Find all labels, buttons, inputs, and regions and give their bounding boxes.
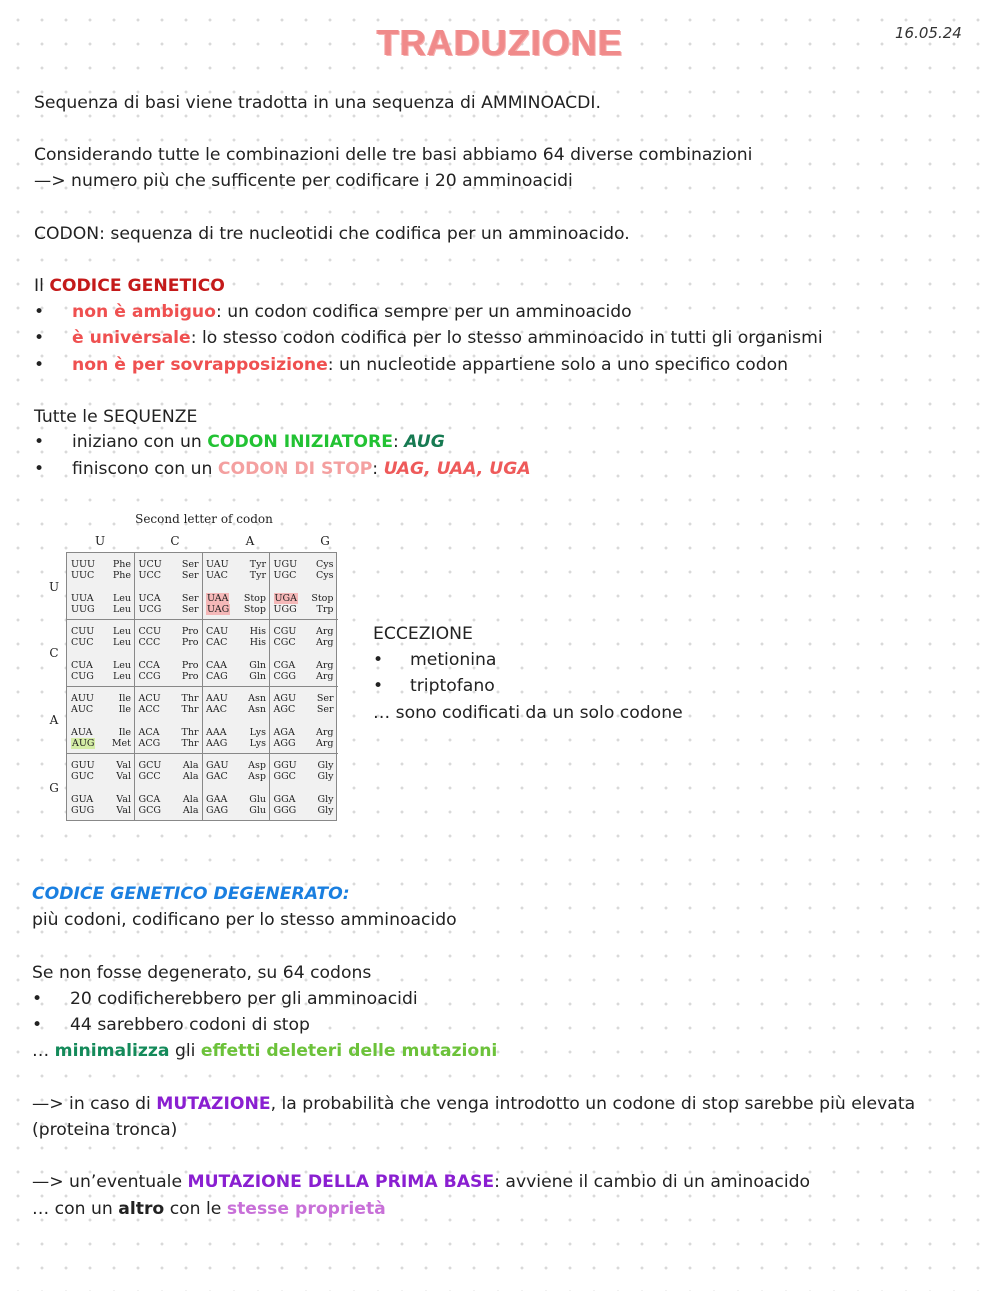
amino-acid-label: Cys bbox=[315, 559, 334, 570]
start-sep: : bbox=[393, 432, 405, 452]
codon-code: CUU bbox=[71, 626, 95, 637]
codon-cell bbox=[135, 754, 203, 821]
start-codon-term: CODON INIZIATORE bbox=[207, 432, 393, 452]
amino-acid-label: Lys bbox=[249, 738, 266, 749]
codon-entry bbox=[206, 760, 266, 771]
stop-prefix: finiscono con un bbox=[72, 459, 218, 479]
amino-acid-label: Leu bbox=[112, 637, 131, 648]
amino-acid-label: Ser bbox=[181, 593, 199, 604]
degenerato-line-2: Se non fosse degenerato, su 64 codons bbox=[32, 963, 372, 983]
codon-cell bbox=[270, 553, 338, 620]
codon-entry bbox=[71, 704, 131, 715]
codon-code: CAG bbox=[206, 671, 228, 682]
codon-code: GGG bbox=[273, 805, 297, 816]
codon-entry bbox=[274, 794, 334, 805]
codice-desc: : lo stesso codon codifica per lo stesso amminoacido in tutti gli organismi bbox=[190, 328, 823, 348]
codon-code: UAG bbox=[207, 604, 230, 615]
codon-code: UCA bbox=[138, 593, 161, 604]
codon-entry bbox=[71, 559, 131, 570]
amino-acid-label: Val bbox=[116, 805, 131, 816]
page-title: TRADUZIONE bbox=[377, 22, 623, 63]
amino-acid-label: Ile bbox=[118, 693, 131, 704]
codon-entry bbox=[274, 760, 334, 771]
amino-acid-label: Thr bbox=[181, 693, 199, 704]
amino-acid-label: Pro bbox=[181, 671, 199, 682]
codon-code: UUA bbox=[71, 593, 94, 604]
bullet-icon: • bbox=[34, 459, 45, 479]
codon-code: CAC bbox=[206, 637, 228, 648]
codon-entry bbox=[139, 570, 199, 581]
amino-acid-label: Tyr bbox=[249, 559, 266, 570]
start-prefix: iniziano con un bbox=[72, 432, 208, 452]
prima-base-term: MUTAZIONE DELLA PRIMA BASE bbox=[187, 1172, 495, 1192]
codon-code: AAG bbox=[206, 738, 228, 749]
amino-acid-label: Thr bbox=[181, 704, 199, 715]
codon-entry bbox=[71, 660, 131, 671]
codon-code: UUU bbox=[71, 559, 96, 570]
bullet-icon: • bbox=[34, 328, 45, 348]
codon-entry bbox=[206, 693, 266, 704]
degenerato-item-label: 20 codificherebbero per gli amminoacidi bbox=[70, 989, 418, 1009]
codon-entry bbox=[139, 637, 199, 648]
amino-acid-label: Ser bbox=[316, 693, 334, 704]
minimalizza-line bbox=[32, 1038, 497, 1064]
codon-cell bbox=[67, 754, 135, 821]
codon-cell bbox=[67, 620, 135, 687]
codon-code: CUA bbox=[71, 660, 93, 671]
amino-acid-label: His bbox=[249, 637, 266, 648]
amino-acid-label: Thr bbox=[181, 738, 199, 749]
amino-acid-label: Leu bbox=[112, 604, 131, 615]
amino-acid-label: Tyr bbox=[249, 570, 266, 581]
amino-acid-label: Met bbox=[111, 738, 131, 749]
amino-acid-label: Ser bbox=[181, 559, 199, 570]
amino-acid-label: Pro bbox=[181, 660, 199, 671]
codon-entry bbox=[71, 593, 131, 604]
codon-cell bbox=[135, 687, 203, 754]
codon-code: CAU bbox=[206, 626, 229, 637]
codon-entry bbox=[206, 727, 266, 738]
codon-cell bbox=[270, 754, 338, 821]
eccezione-item-label: metionina bbox=[410, 650, 497, 670]
codon-code: AAA bbox=[206, 727, 227, 738]
codon-code: AUU bbox=[71, 693, 94, 704]
codon-entry bbox=[139, 704, 199, 715]
codon-cell bbox=[202, 553, 270, 620]
codice-term: è universale bbox=[72, 328, 191, 348]
amino-acid-label: Asp bbox=[248, 771, 266, 782]
codon-entry bbox=[139, 604, 199, 615]
amino-acid-label: Glu bbox=[249, 794, 266, 805]
amino-acid-label: Gln bbox=[249, 660, 266, 671]
codon-code: CCG bbox=[138, 671, 161, 682]
codice-desc: : un nucleotide appartiene solo a uno specifico codon bbox=[327, 355, 789, 375]
codon-code: GUU bbox=[71, 760, 95, 771]
amino-acid-label: Leu bbox=[112, 593, 131, 604]
codon-code: CGU bbox=[273, 626, 297, 637]
codon-entry bbox=[274, 626, 334, 637]
codon-entry bbox=[206, 570, 266, 581]
bullet-icon: • bbox=[373, 676, 384, 696]
amino-acid-label: Asn bbox=[248, 693, 266, 704]
amino-acid-label: Ser bbox=[181, 604, 199, 615]
eccezione-footer: … sono codificati da un solo codone bbox=[373, 703, 683, 723]
amino-acid-label: Leu bbox=[112, 660, 131, 671]
codon-entry bbox=[71, 626, 131, 637]
amino-acid-label: Trp bbox=[316, 604, 334, 615]
codon-code: CCC bbox=[138, 637, 161, 648]
codon-code: UGG bbox=[273, 604, 297, 615]
gli-word: gli bbox=[169, 1041, 201, 1061]
codon-entry bbox=[139, 626, 199, 637]
amino-acid-label: Arg bbox=[316, 727, 334, 738]
mutazione-line-2: (proteina tronca) bbox=[32, 1120, 178, 1140]
codon-entry bbox=[139, 738, 199, 749]
codon-entry bbox=[206, 805, 266, 816]
codon-entry bbox=[274, 805, 334, 816]
amino-acid-label: Ala bbox=[182, 805, 199, 816]
amino-acid-label: Gly bbox=[317, 805, 334, 816]
codon-code: GGC bbox=[273, 771, 296, 782]
degenerato-line-1: più codoni, codificano per lo stesso amminoacido bbox=[32, 910, 457, 930]
codon-table bbox=[44, 510, 344, 826]
codice-prefix: Il bbox=[34, 276, 50, 296]
amino-acid-label: Leu bbox=[112, 671, 131, 682]
codon-entry bbox=[206, 704, 266, 715]
codon-code: UCG bbox=[138, 604, 162, 615]
codon-code: AGC bbox=[273, 704, 296, 715]
codon-code: UCU bbox=[138, 559, 162, 570]
codice-heading bbox=[34, 273, 225, 299]
codon-entry bbox=[139, 593, 199, 604]
date-label: 16.05.24 bbox=[895, 24, 962, 42]
amino-acid-label: Arg bbox=[316, 738, 334, 749]
codon-code: AUG bbox=[72, 738, 95, 749]
codon-code: CUG bbox=[71, 671, 94, 682]
codon-cell bbox=[67, 553, 135, 620]
bullet-icon: • bbox=[32, 989, 43, 1009]
codon-entry bbox=[274, 704, 334, 715]
amino-acid-label: Lys bbox=[249, 727, 266, 738]
codon-code: CCU bbox=[138, 626, 162, 637]
codon-cell bbox=[270, 687, 338, 754]
codon-code: ACU bbox=[138, 693, 161, 704]
amino-acid-label: Arg bbox=[316, 626, 334, 637]
codon-code: CCA bbox=[138, 660, 160, 671]
bullet-icon: • bbox=[34, 432, 45, 452]
codon-code: CUC bbox=[71, 637, 94, 648]
amino-acid-label: Gly bbox=[317, 760, 334, 771]
codon-code: AUA bbox=[71, 727, 93, 738]
codon-entry bbox=[71, 805, 131, 816]
codon-entry bbox=[274, 593, 334, 604]
codon-code: AGA bbox=[273, 727, 295, 738]
stesse-term: stesse proprietà bbox=[226, 1199, 386, 1219]
mutazione-term: MUTAZIONE bbox=[156, 1094, 271, 1114]
intro-line-1: Sequenza di basi viene tradotta in una sequenza di AMMINOACDI. bbox=[34, 93, 601, 113]
codon-entry bbox=[71, 738, 131, 749]
codon-code: GGU bbox=[273, 760, 297, 771]
codon-entry bbox=[206, 604, 266, 615]
codon-entry bbox=[71, 693, 131, 704]
bullet-icon: • bbox=[373, 650, 384, 670]
codon-code: UUC bbox=[71, 570, 95, 581]
amino-acid-label: Gln bbox=[249, 671, 266, 682]
codon-code: GUC bbox=[71, 771, 94, 782]
col-letter-u: U bbox=[94, 534, 106, 548]
codon-entry bbox=[139, 760, 199, 771]
row-letter-g: G bbox=[49, 781, 59, 795]
amino-acid-label: Gly bbox=[317, 794, 334, 805]
minimalizza-term: minimalizza bbox=[54, 1041, 170, 1061]
codon-entry bbox=[206, 626, 266, 637]
stop-codon-values: UAG, UAA, UGA bbox=[383, 459, 531, 479]
codon-cell bbox=[202, 620, 270, 687]
codon-code: GCC bbox=[138, 771, 161, 782]
codon-code: UAA bbox=[207, 593, 229, 604]
codon-entry bbox=[274, 604, 334, 615]
codon-code: GAA bbox=[206, 794, 228, 805]
codon-code: AGG bbox=[273, 738, 296, 749]
degenerato-title: CODICE GENETICO DEGENERATO: bbox=[32, 884, 350, 904]
col-letter-c: C bbox=[170, 534, 180, 548]
mutazione-line-1 bbox=[32, 1091, 915, 1117]
codon-entry bbox=[274, 771, 334, 782]
arrow-prefix: —> un’eventuale bbox=[32, 1172, 188, 1192]
codon-cell bbox=[135, 620, 203, 687]
codon-entry bbox=[71, 771, 131, 782]
codon-entry bbox=[206, 559, 266, 570]
codon-entry bbox=[206, 771, 266, 782]
codon-code: GAC bbox=[206, 771, 228, 782]
codon-entry bbox=[274, 693, 334, 704]
row-letter-u: U bbox=[48, 580, 60, 594]
codon-cell bbox=[202, 754, 270, 821]
prima-base-desc: : avviene il cambio di un aminoacido bbox=[494, 1172, 811, 1192]
codon-code: ACA bbox=[138, 727, 160, 738]
codon-entry bbox=[139, 805, 199, 816]
con-le-word: con le bbox=[164, 1199, 227, 1219]
amino-acid-label: Asn bbox=[248, 704, 266, 715]
codon-code: AGU bbox=[273, 693, 296, 704]
codon-code: UUG bbox=[71, 604, 95, 615]
codon-code: UAC bbox=[206, 570, 228, 581]
codon-entry bbox=[139, 727, 199, 738]
sequenze-heading: Tutte le SEQUENZE bbox=[34, 407, 198, 427]
codon-entry bbox=[274, 559, 334, 570]
codon-entry bbox=[274, 671, 334, 682]
codice-term: non è ambiguo bbox=[72, 302, 216, 322]
codon-code: UGA bbox=[274, 593, 297, 604]
codon-entry bbox=[71, 727, 131, 738]
codon-entry bbox=[274, 660, 334, 671]
codon-entry bbox=[206, 593, 266, 604]
codon-entry bbox=[139, 559, 199, 570]
amino-acid-label: Ser bbox=[316, 704, 334, 715]
codon-entry bbox=[274, 727, 334, 738]
codon-code: GUA bbox=[71, 794, 94, 805]
codon-entry bbox=[71, 794, 131, 805]
amino-acid-label: Arg bbox=[316, 637, 334, 648]
amino-acid-label: Phe bbox=[112, 570, 131, 581]
codon-cell bbox=[202, 687, 270, 754]
codice-title: CODICE GENETICO bbox=[49, 276, 225, 296]
amino-acid-label: Val bbox=[116, 794, 131, 805]
amino-acid-label: Stop bbox=[243, 593, 266, 604]
codon-entry bbox=[274, 570, 334, 581]
row-letter-c: C bbox=[49, 646, 59, 660]
col-letter-g: G bbox=[320, 534, 330, 548]
second-letter-header bbox=[66, 534, 338, 550]
ellipsis: … con un bbox=[32, 1199, 119, 1219]
amino-acid-label: Ile bbox=[118, 727, 131, 738]
codon-entry bbox=[206, 671, 266, 682]
amino-acid-label: Ser bbox=[181, 570, 199, 581]
codon-entry bbox=[206, 637, 266, 648]
codon-cell bbox=[270, 620, 338, 687]
codon-cell bbox=[67, 687, 135, 754]
amino-acid-label: His bbox=[249, 626, 266, 637]
amino-acid-label: Ala bbox=[182, 760, 199, 771]
codon-code: UGC bbox=[273, 570, 297, 581]
codon-code: GCA bbox=[138, 794, 161, 805]
start-codon-value: AUG bbox=[404, 432, 445, 452]
row-letter-a: A bbox=[49, 713, 59, 727]
arrow-prefix: —> in caso di bbox=[32, 1094, 157, 1114]
codon-code: AAU bbox=[206, 693, 228, 704]
amino-acid-label: Glu bbox=[249, 805, 266, 816]
codon-code: UCC bbox=[138, 570, 162, 581]
codon-code: CAA bbox=[206, 660, 227, 671]
codon-code: UGU bbox=[273, 559, 298, 570]
effetti-term: effetti deleteri delle mutazioni bbox=[200, 1041, 498, 1061]
codon-entry bbox=[71, 671, 131, 682]
stop-codon-term: CODON DI STOP bbox=[217, 459, 373, 479]
codice-term: non è per sovrapposizione bbox=[72, 355, 328, 375]
amino-acid-label: Ile bbox=[118, 704, 131, 715]
codon-code: GGA bbox=[273, 794, 296, 805]
codon-entry bbox=[139, 693, 199, 704]
amino-acid-label: Leu bbox=[112, 626, 131, 637]
codon-grid bbox=[66, 552, 337, 821]
codon-entry bbox=[71, 760, 131, 771]
codon-entry bbox=[206, 794, 266, 805]
codon-entry bbox=[71, 637, 131, 648]
codon-entry bbox=[71, 570, 131, 581]
col-letter-a: A bbox=[245, 534, 255, 548]
amino-acid-label: Pro bbox=[181, 626, 199, 637]
amino-acid-label: Ala bbox=[182, 771, 199, 782]
codon-code: GCG bbox=[138, 805, 161, 816]
codon-entry bbox=[206, 738, 266, 749]
degenerato-item-label: 44 sarebbero codoni di stop bbox=[70, 1015, 310, 1035]
codon-code: CGG bbox=[273, 671, 296, 682]
eccezione-item-label: triptofano bbox=[410, 676, 495, 696]
codon-entry bbox=[274, 637, 334, 648]
codon-cell bbox=[135, 553, 203, 620]
codon-code: GCU bbox=[138, 760, 162, 771]
intro-line-3: —> numero più che sufficente per codificare i 20 amminoacidi bbox=[34, 171, 573, 191]
codon-table-title: Second letter of codon bbox=[135, 512, 273, 526]
amino-acid-label: Asp bbox=[248, 760, 266, 771]
eccezione-title: ECCEZIONE bbox=[373, 624, 473, 644]
altro-term: altro bbox=[118, 1199, 165, 1219]
codon-entry bbox=[71, 604, 131, 615]
amino-acid-label: Pro bbox=[181, 637, 199, 648]
codon-entry bbox=[139, 771, 199, 782]
bullet-icon: • bbox=[34, 355, 45, 375]
mutazione-prima-base-line bbox=[32, 1169, 810, 1195]
amino-acid-label: Val bbox=[116, 771, 131, 782]
intro-line-2: Considerando tutte le combinazioni delle tre basi abbiamo 64 diverse combinazioni bbox=[34, 145, 753, 165]
amino-acid-label: Stop bbox=[311, 593, 334, 604]
amino-acid-label: Arg bbox=[316, 671, 334, 682]
bullet-icon: • bbox=[32, 1015, 43, 1035]
codon-entry bbox=[139, 794, 199, 805]
bullet-icon: • bbox=[34, 302, 45, 322]
ellipsis: … bbox=[32, 1041, 55, 1061]
stesse-proprieta-line bbox=[32, 1196, 386, 1222]
amino-acid-label: Arg bbox=[316, 660, 334, 671]
codon-definition: CODON: sequenza di tre nucleotidi che codifica per un amminoacido. bbox=[34, 224, 630, 244]
codon-code: CGA bbox=[273, 660, 296, 671]
amino-acid-label: Val bbox=[116, 760, 131, 771]
mutazione-desc: , la probabilità che venga introdotto un codone di stop sarebbe più elevata bbox=[270, 1094, 916, 1114]
amino-acid-label: Thr bbox=[181, 727, 199, 738]
codon-entry bbox=[274, 738, 334, 749]
amino-acid-label: Gly bbox=[317, 771, 334, 782]
amino-acid-label: Phe bbox=[112, 559, 131, 570]
codon-code: GAG bbox=[206, 805, 229, 816]
codon-code: UAU bbox=[206, 559, 229, 570]
codon-code: AUC bbox=[71, 704, 94, 715]
codon-code: GUG bbox=[71, 805, 95, 816]
amino-acid-label: Ala bbox=[182, 794, 199, 805]
amino-acid-label: Stop bbox=[243, 604, 266, 615]
codon-code: GAU bbox=[206, 760, 229, 771]
codon-code: CGC bbox=[273, 637, 296, 648]
codon-code: ACC bbox=[138, 704, 160, 715]
codon-code: ACG bbox=[138, 738, 161, 749]
stop-sep: : bbox=[372, 459, 384, 479]
codon-code: AAC bbox=[206, 704, 227, 715]
codon-entry bbox=[206, 660, 266, 671]
codon-entry bbox=[139, 660, 199, 671]
amino-acid-label: Cys bbox=[315, 570, 334, 581]
codon-entry bbox=[139, 671, 199, 682]
codice-desc: : un codon codifica sempre per un amminoacido bbox=[215, 302, 632, 322]
